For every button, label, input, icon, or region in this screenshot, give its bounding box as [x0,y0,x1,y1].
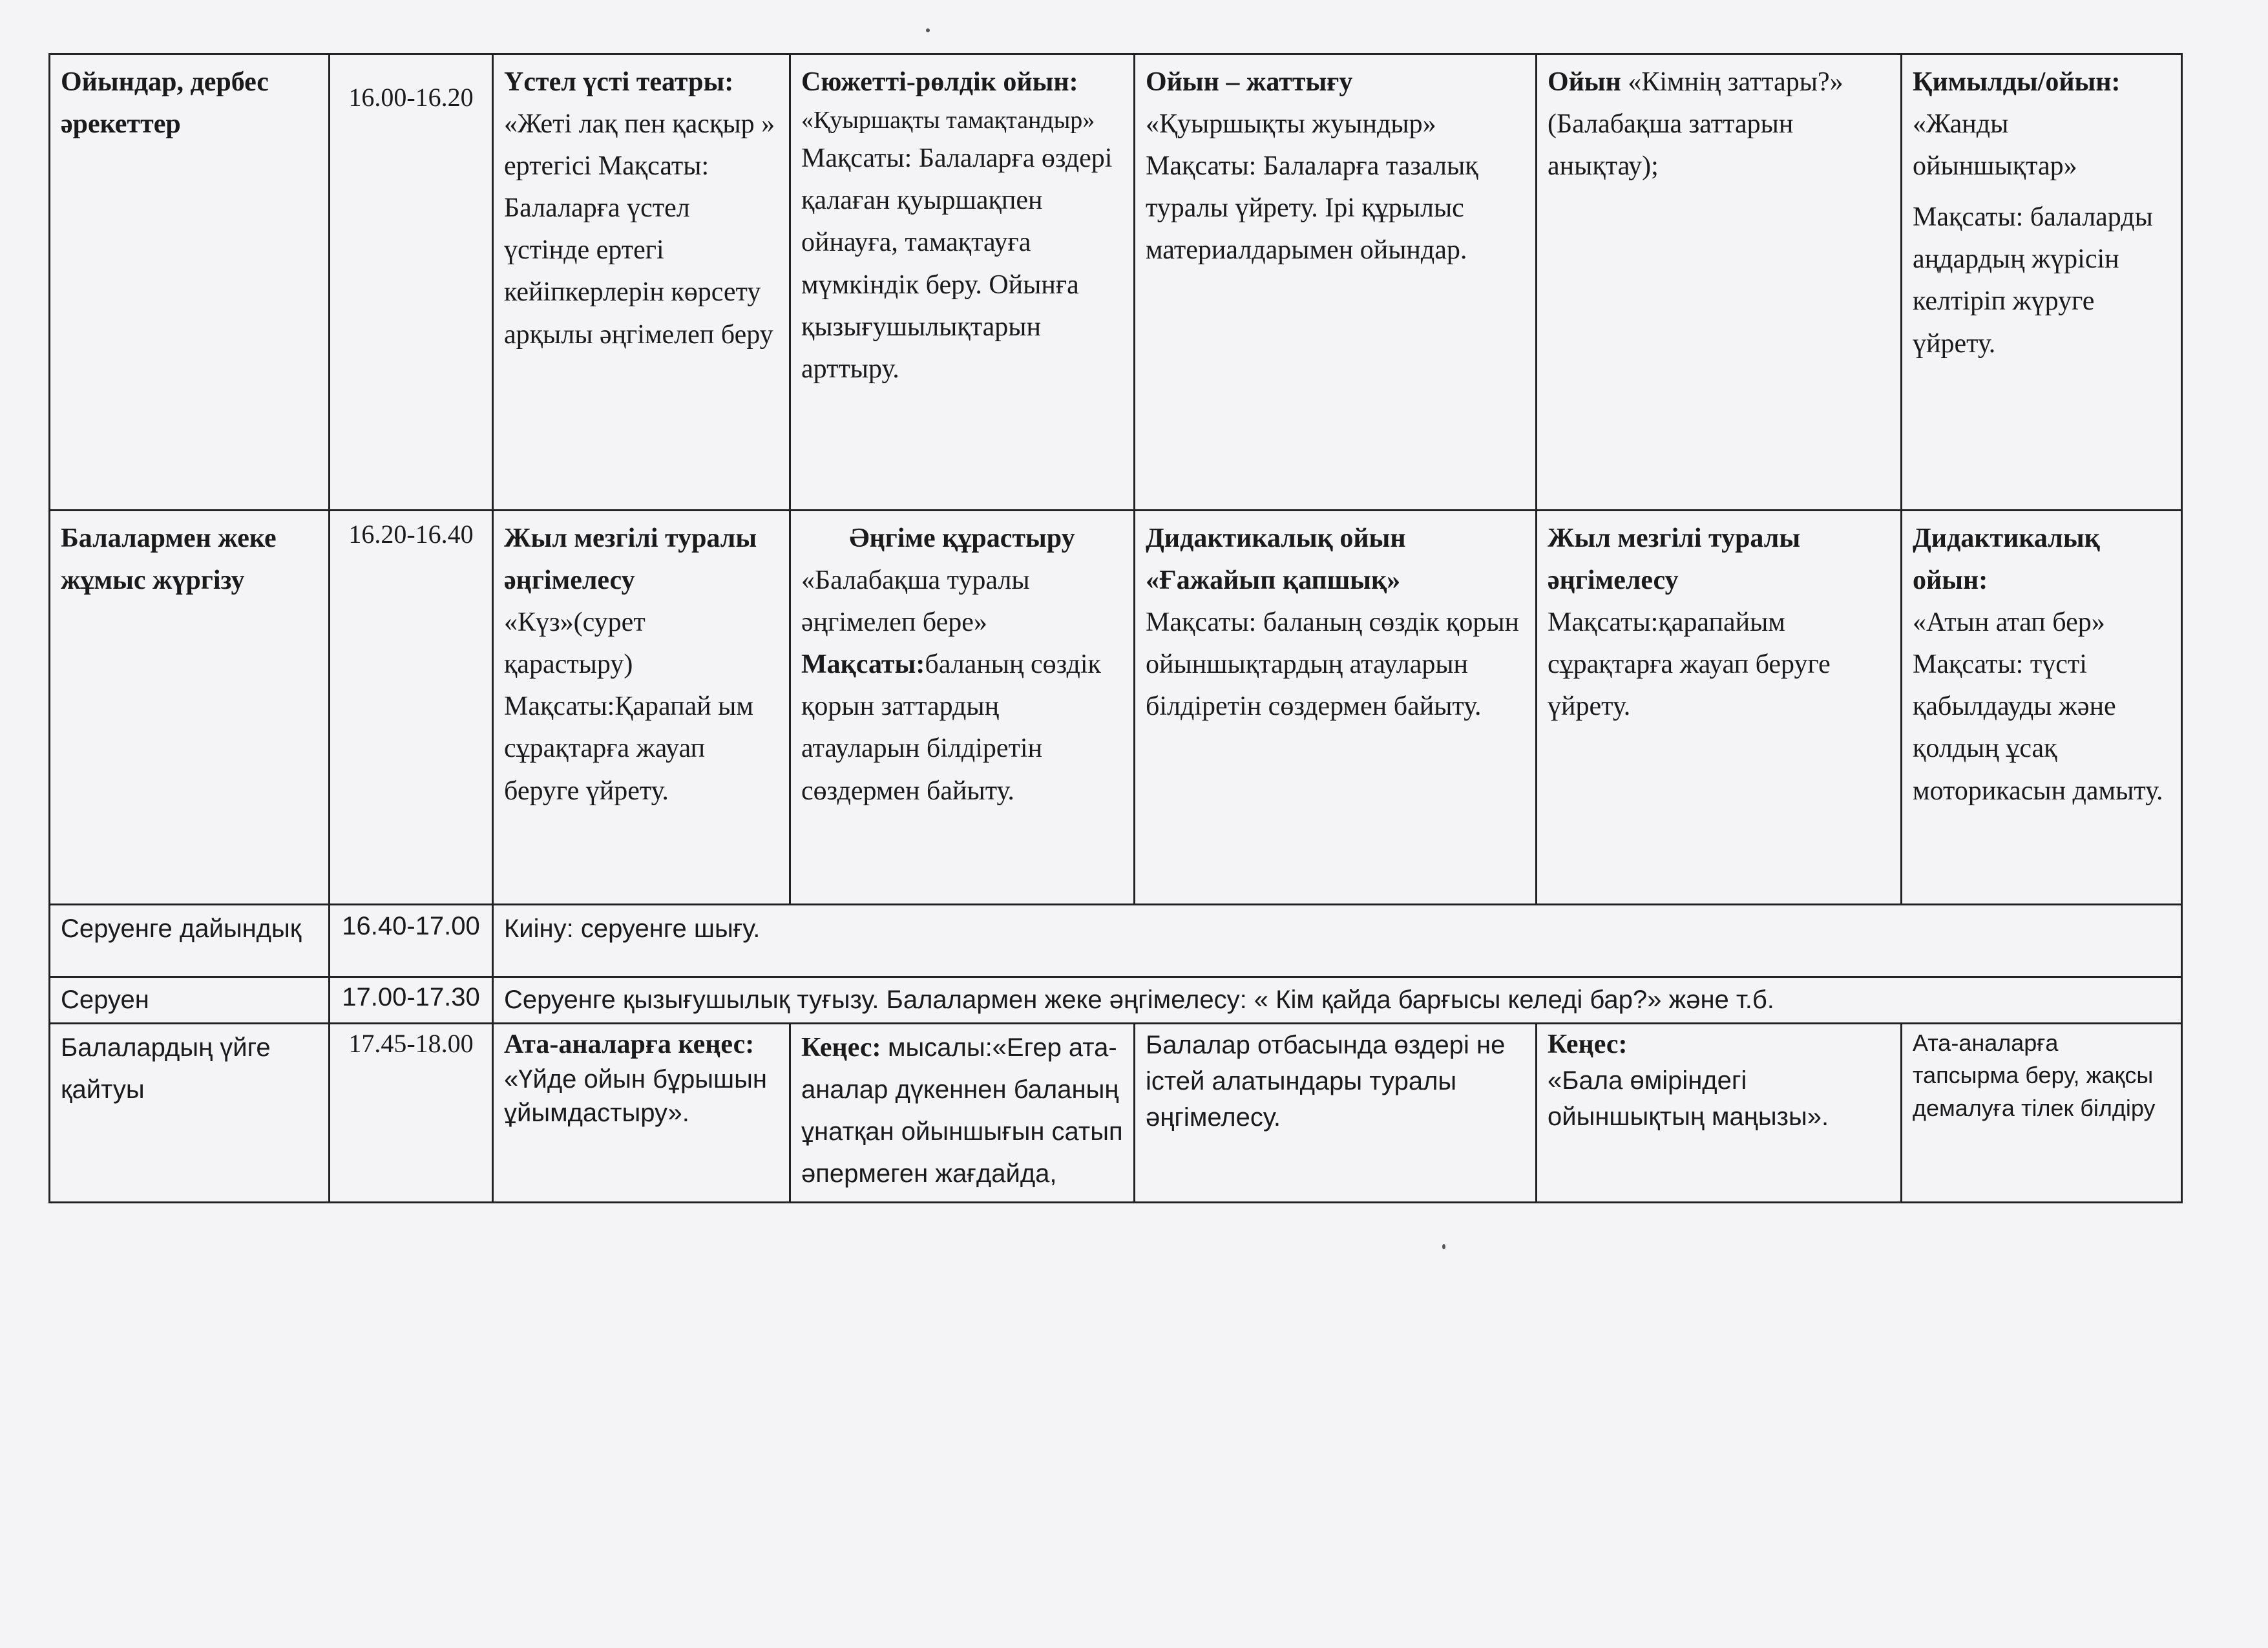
activity-cell [1902,511,2182,905]
row-label-walk-prep [50,905,330,977]
activity-title: Ата-аналарға кеңес: [504,1030,755,1060]
time-text: 16.20-16.40 [348,520,474,549]
activity-title: Кеңес: [801,1033,881,1063]
row-label-individual-work [50,511,330,905]
activity-title: Үстел үсті театры: [504,67,734,97]
table-row [50,1024,2182,1203]
row-label-text: Балалармен жеке жұмыс жүргізу [61,523,277,596]
activity-title: Ойын [1548,67,1621,97]
activity-title: Дидактикалық ойын «Ғажайып қапшық» [1146,523,1406,596]
activity-cell [1135,1024,1537,1203]
activity-cell [1537,1024,1902,1203]
time-cell [330,1024,493,1203]
activity-cell [1135,511,1537,905]
activity-text: «Жеті лақ пен қасқыр » ертегісі Мақсаты: Балаларға үстел үстінде ертегі кейіпкерлерін көрсету арқылы әңгімелеп беру [504,109,775,350]
activity-subtitle: «Қуыршақты тамақтандыр» [801,107,1095,134]
row-label-going-home [50,1024,330,1203]
row-label-text: Ойындар, дербес әрекеттер [61,67,269,140]
activity-cell [493,511,790,905]
activity-text: «Қуыршықты жуындыр» Мақсаты: Балаларға тазалық туралы үйрету. Ірі құрылыс материалдарымен ойындар. [1146,109,1478,266]
time-cell [330,977,493,1024]
activity-title: Сюжетті-рөлдік ойын: [801,67,1078,97]
time-text: 16.40-17.00 [342,912,480,940]
time-cell [330,511,493,905]
table-row [50,54,2182,511]
activity-text: «Үйде ойын бұрышын ұйымдастыру». [504,1064,767,1127]
time-text: 17.45-18.00 [348,1029,474,1059]
activity-cell [493,54,790,511]
row-label-walk [50,977,330,1024]
activity-cell [493,1024,790,1203]
activity-cell [790,54,1135,511]
activity-cell [1537,511,1902,905]
time-text: 17.00-17.30 [342,983,480,1011]
activity-title: Жыл мезгілі туралы әңгімелесу [1548,523,1801,596]
span-cell [493,977,2182,1024]
activity-title: Дидактикалық ойын: [1913,523,2100,596]
activity-text: Мақсаты: баланың сөздік қорын ойыншықтардың атауларын білдіретін сөздермен байыту. [1146,607,1520,722]
activity-text: «Бала өміріндегі ойыншықтың маңызы». [1548,1066,1829,1131]
activity-text: Ата-аналарға тапсырма беру, жақсы демалуға тілек білдіру [1913,1030,2156,1121]
activity-cell [790,1024,1135,1203]
row-label-text: Балалардың үйге қайтуы [61,1033,271,1104]
activity-text: «Балабақша туралы әңгімелеп бере» [801,565,1030,638]
activity-title: Қимылды/ойын: [1913,67,2121,97]
activity-title: Кеңес: [1548,1030,1628,1060]
row-label-games [50,54,330,511]
scan-speck [1442,1244,1445,1249]
time-cell [330,54,493,511]
row-label-text: Серуен [61,986,149,1014]
activity-text: «Күз»(сурет қарастыру) Мақсаты:Қарапай ым сұрақтарға жауап беруге үйрету. [504,607,753,806]
activity-title: Әңгіме құрастыру [849,523,1075,553]
span-text: Киіну: серуенге шығу. [504,914,761,943]
activity-text: баланың сөздік қорын заттардың атауларын білдіретін сөздермен байыту. [801,650,1101,806]
activity-label: Мақсаты: [801,650,925,680]
activity-title: Жыл мезгілі туралы әңгімелесу [504,523,757,596]
time-cell [330,905,493,977]
row-label-text: Серуенге дайындық [61,914,302,943]
table-row [50,905,2182,977]
table-row [50,977,2182,1024]
activity-cell [1537,54,1902,511]
activity-text: Мақсаты: Балаларға өздері қалаған қуыршақпен ойнауға, тамақтауға мүмкіндік беру. Ойынға қызығушылықтарын арттыру. [801,143,1113,384]
activity-cell [1135,54,1537,511]
activity-text: «Кімнің заттары?» (Балабақша заттарын анықтау); [1548,67,1843,182]
time-text: 16.00-16.20 [348,83,474,112]
activity-text: «Атын атап бер» Мақсаты: түсті қабылдауды және қолдың ұсақ моторикасын дамыту. [1913,607,2163,806]
activity-text: мысалы:«Егер ата-аналар дүкеннен баланың ұнатқан ойыншығын сатып әпермеген жағдайда, [801,1033,1123,1188]
daily-schedule-table [48,53,2183,1203]
table-row [50,511,2182,905]
activity-cell [790,511,1135,905]
activity-text: Мақсаты:қарапайым сұрақтарға жауап беруге үйрету. [1548,607,1831,722]
activity-text: Балалар отбасында өздері не істей алатындары туралы әңгімелесу. [1146,1031,1506,1132]
span-cell [493,905,2182,977]
activity-title: Ойын – жаттығу [1146,67,1353,97]
activity-text: «Жанды ойыншықтар» [1913,109,2077,182]
activity-cell [1902,54,2182,511]
activity-text: Мақсаты: балаларды аңдардың жүрісін келтіріп жүруге үйрету. [1913,202,2153,359]
activity-cell [1902,1024,2182,1203]
span-text: Серуенге қызығушылық туғызу. Балалармен жеке әңгімелесу: « Кім қайда барғысы келеді бар?» және т.б. [504,986,1774,1014]
scan-speck [926,28,930,32]
